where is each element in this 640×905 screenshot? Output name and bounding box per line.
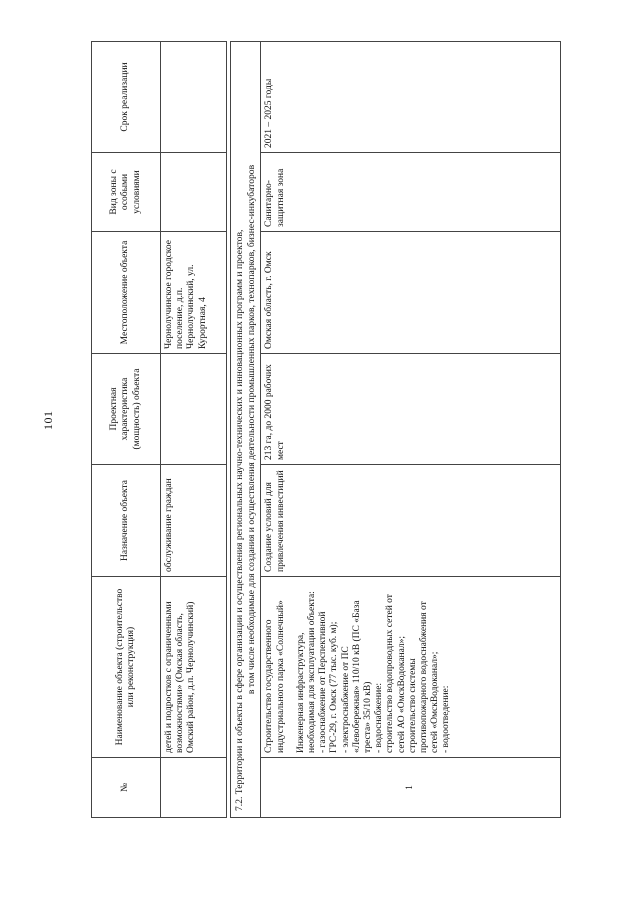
header-location: Местоположение объекта	[92, 232, 161, 354]
cell-name: детей и подростков с ограниченными возможностями» (Омская область, Омский район, д.п. Чернолучинский)	[161, 577, 227, 758]
header-name: Наименование объекта (строительство или реконструкция)	[92, 577, 161, 758]
name-title: Строительство государственного индустриального парка «Солнечный»	[264, 600, 286, 753]
table-row	[261, 42, 561, 818]
section-title	[231, 42, 261, 818]
cell-purpose: Создание условий для привлечения инвестиций	[261, 465, 561, 577]
rotated-table-container	[91, 42, 571, 818]
name-item: строительство системы противопожарного водоснабжения от сетей «ОмскВодоканал»;	[407, 601, 441, 753]
cell-capacity: 213 га, до 2000 рабочих мест	[261, 354, 561, 465]
page-number: 101	[41, 410, 55, 430]
table-row-continued	[161, 42, 227, 818]
cell-period: 2021 – 2025 годы	[261, 42, 561, 153]
cell-name	[261, 577, 561, 758]
header-period: Срок реализации	[92, 42, 161, 153]
planning-table	[91, 41, 561, 818]
name-item: - электроснабжение от ПС «Левобережная» 110/10 кВ (ПС «База треста» 35/10 кВ)	[340, 600, 374, 753]
cell-num	[161, 758, 227, 818]
header-purpose: Назначение объекта	[92, 465, 161, 577]
cell-location: Омская область, г. Омск	[261, 232, 561, 354]
section-title-row	[231, 42, 261, 818]
name-subtitle: Инженерная инфраструктура, необходимая для эксплуатации объекта:	[295, 591, 318, 753]
header-zone: Вид зоны с особыми условиями	[92, 153, 161, 232]
cell-capacity	[161, 354, 227, 465]
header-capacity: Проектная характеристика (мощность) объекта	[92, 354, 161, 465]
name-item: строительство водопроводных сетей от сетей АО «ОмскВодоканал»;	[385, 594, 407, 753]
section-title-line1: 7.2. Территории и объекты в сфере организации и осуществления региональных научно-технических и инновационных программ и проектов,	[234, 229, 245, 811]
name-item: - водоснабжение:	[374, 682, 385, 753]
table-header-row	[92, 42, 161, 818]
cell-purpose: обслуживание граждан	[161, 465, 227, 577]
section-title-line2: в том числе необходимые для создания и осуществления деятельности промышленных парков, технопарков, бизнес-инкубаторов	[245, 164, 257, 695]
name-item: - водоотведение:	[441, 685, 452, 753]
cell-zone	[161, 153, 227, 232]
name-item: - газоснабжение от Перспективной ГРС-29, г. Омск (77 тыс. куб. м);	[318, 611, 340, 753]
header-num: №	[92, 758, 161, 818]
cell-location: Чернолучинское городское поселение, д.п. Чернолучинский, ул. Курортная, 4	[161, 232, 227, 354]
cell-num: 1	[261, 758, 561, 818]
cell-period	[161, 42, 227, 153]
cell-zone: Санитарно-защитная зона	[261, 153, 561, 232]
